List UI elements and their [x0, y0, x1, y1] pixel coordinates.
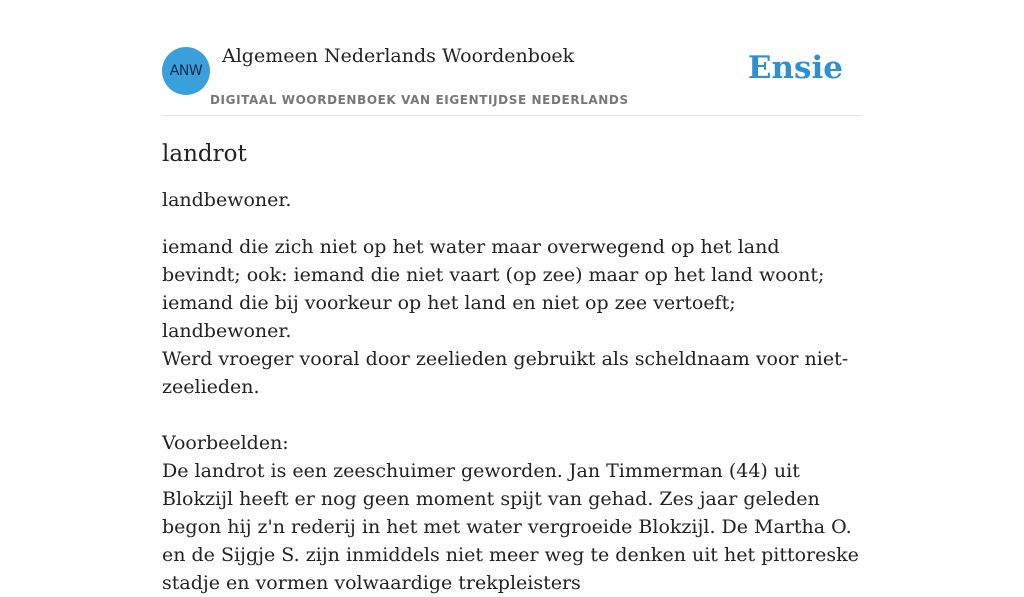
entry-content — [162, 137, 864, 597]
site-title[interactable]: Algemeen Nederlands Woordenboek — [222, 45, 575, 67]
anw-logo[interactable] — [162, 47, 210, 95]
logo-text: ANW — [169, 63, 203, 79]
entry-headword: landrot — [162, 141, 247, 167]
entry-definition: iemand die zich niet op het water maar overwegend op het land bevindt; ook: iemand die niet vaart (op zee) maar op het land woont; iemand die bij voorkeur op het land en niet op zee vertoeft; landbewoner. Werd vroeger vooral door zeelieden gebruikt als scheldnaam voor niet-zeelieden. Voorbeelden: De landrot is een zeeschuimer geworden. Jan Timmerman (44) uit Blokzijl heeft er nog geen moment spijt van gehad. Zes jaar geleden begon hij z'n rederij in het met water vergroeide Blokzijl. De Martha O. en de Sijgje S. zijn inmiddels niet meer weg te denken uit het pittoreske stadje en vormen volwaardige trekpleisters — [162, 236, 859, 594]
site-subtitle: DIGITAAL WOORDENBOEK VAN EIGENTIJDSE NEDERLANDS — [210, 93, 629, 107]
ensie-brand-link[interactable]: Ensie — [747, 50, 843, 86]
site-header — [162, 0, 862, 116]
entry-short-definition: landbewoner. — [162, 189, 292, 211]
